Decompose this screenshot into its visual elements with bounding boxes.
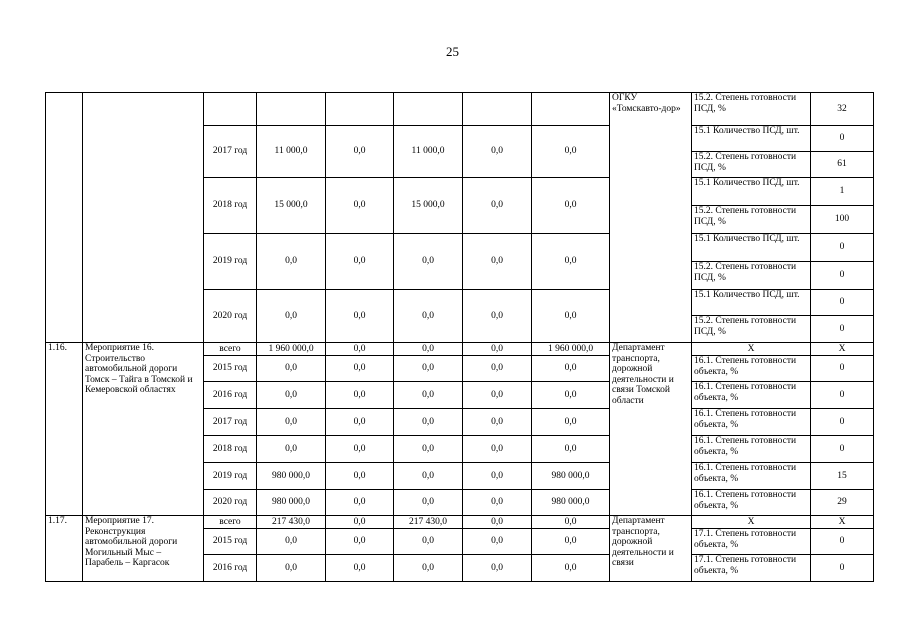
table-row [46, 93, 874, 126]
regional-cell: 217 430,0 [394, 516, 463, 529]
local-cell: 0,0 [463, 463, 532, 490]
extrabudget-cell: 0,0 [532, 436, 610, 463]
year-cell: 2017 год [204, 126, 257, 178]
regional-cell: 0,0 [394, 529, 463, 555]
measure-name: Мероприятие 17. Реконструкция автомобильной дороги Могильный Мыс – Парабель – Каргасок [83, 516, 204, 582]
federal-cell: 0,0 [326, 463, 394, 490]
extrabudget-cell: 0,0 [532, 290, 610, 343]
federal-cell: 0,0 [326, 178, 394, 234]
total-cell: 0,0 [257, 356, 326, 382]
indicator-cell: 16.1. Степень готовности объекта, % [692, 356, 811, 382]
year-cell: 2016 год [204, 382, 257, 409]
local-cell: 0,0 [463, 409, 532, 436]
extrabudget-cell: 0,0 [532, 356, 610, 382]
local-cell: 0,0 [463, 382, 532, 409]
extrabudget-cell: 980 000,0 [532, 463, 610, 490]
indicator-value: 29 [811, 490, 874, 516]
local-cell: 0,0 [463, 529, 532, 555]
executor-cell: Департамент транспорта, дорожной деятельности и связи Томской области [610, 343, 692, 516]
total-cell: 0,0 [257, 555, 326, 582]
regional-cell: 0,0 [394, 409, 463, 436]
regional-cell: 0,0 [394, 290, 463, 343]
indicator-value: 0 [811, 234, 874, 262]
local-cell: 0,0 [463, 555, 532, 582]
indicator-cell: 15.1 Количество ПСД, шт. [692, 126, 811, 152]
indicator-value: 0 [811, 555, 874, 582]
indicator-cell: 15.1 Количество ПСД, шт. [692, 234, 811, 262]
federal-cell: 0,0 [326, 516, 394, 529]
indicator-value: 0 [811, 529, 874, 555]
indicator-cell: 16.1. Степень готовности объекта, % [692, 409, 811, 436]
year-cell: 2020 год [204, 490, 257, 516]
indicator-cell: 16.1. Степень готовности объекта, % [692, 382, 811, 409]
indicator-cell: 15.2. Степень готовности ПСД, % [692, 316, 811, 343]
local-cell: 0,0 [463, 126, 532, 178]
extrabudget-cell: 0,0 [532, 516, 610, 529]
regional-cell: 0,0 [394, 463, 463, 490]
year-cell: 2016 год [204, 555, 257, 582]
indicator-cell: 17.1. Степень готовности объекта, % [692, 555, 811, 582]
indicator-cell: 16.1. Степень готовности объекта, % [692, 436, 811, 463]
table-row [46, 516, 874, 529]
year-cell: 2015 год [204, 529, 257, 555]
local-cell: 0,0 [463, 234, 532, 290]
regional-cell: 0,0 [394, 343, 463, 356]
executor-cell: Департамент транспорта, дорожной деятельности и связи [610, 516, 692, 582]
total-cell: 0,0 [257, 529, 326, 555]
regional-cell: 0,0 [394, 356, 463, 382]
indicator-value: 0 [811, 290, 874, 316]
total-cell: 11 000,0 [257, 126, 326, 178]
local-cell: 0,0 [463, 356, 532, 382]
extrabudget-cell: 0,0 [532, 555, 610, 582]
total-cell: 0,0 [257, 382, 326, 409]
year-cell: 2018 год [204, 178, 257, 234]
indicator-value: Х [811, 516, 874, 529]
indicator-cell: 15.2. Степень готовности ПСД, % [692, 93, 811, 126]
total-cell: 0,0 [257, 290, 326, 343]
regional-cell: 11 000,0 [394, 126, 463, 178]
federal-cell: 0,0 [326, 356, 394, 382]
indicator-value: 61 [811, 152, 874, 178]
indicator-value: 0 [811, 436, 874, 463]
regional-cell: 0,0 [394, 234, 463, 290]
extrabudget-cell: 980 000,0 [532, 490, 610, 516]
indicator-cell: 15.2. Степень готовности ПСД, % [692, 206, 811, 234]
federal-cell: 0,0 [326, 529, 394, 555]
federal-cell: 0,0 [326, 290, 394, 343]
federal-cell: 0,0 [326, 409, 394, 436]
indicator-cell: 15.1 Количество ПСД, шт. [692, 178, 811, 206]
total-cell: 1 960 000,0 [257, 343, 326, 356]
program-table [45, 92, 874, 582]
local-cell: 0,0 [463, 178, 532, 234]
regional-cell: 0,0 [394, 555, 463, 582]
year-cell: 2018 год [204, 436, 257, 463]
extrabudget-cell: 0,0 [532, 126, 610, 178]
indicator-cell: 16.1. Степень готовности объекта, % [692, 463, 811, 490]
measure-number: 1.16. [46, 343, 83, 516]
extrabudget-cell: 0,0 [532, 529, 610, 555]
federal-cell: 0,0 [326, 490, 394, 516]
indicator-value: 0 [811, 409, 874, 436]
indicator-value: 1 [811, 178, 874, 206]
local-cell: 0,0 [463, 516, 532, 529]
total-cell: 980 000,0 [257, 490, 326, 516]
indicator-value: 0 [811, 126, 874, 152]
local-cell: 0,0 [463, 490, 532, 516]
total-cell: 980 000,0 [257, 463, 326, 490]
federal-cell: 0,0 [326, 343, 394, 356]
total-cell: 0,0 [257, 436, 326, 463]
federal-cell: 0,0 [326, 436, 394, 463]
local-cell: 0,0 [463, 343, 532, 356]
total-cell: 0,0 [257, 409, 326, 436]
indicator-value: Х [811, 343, 874, 356]
indicator-cell: 15.2. Степень готовности ПСД, % [692, 152, 811, 178]
regional-cell: 15 000,0 [394, 178, 463, 234]
extrabudget-cell: 0,0 [532, 382, 610, 409]
executor-cell: ОГКУ «Томскавто-дор» [610, 93, 692, 343]
measure-name: Мероприятие 16. Строительство автомобильной дороги Томск – Тайга в Томской и Кемеровской областях [83, 343, 204, 516]
federal-cell: 0,0 [326, 234, 394, 290]
total-cell: 0,0 [257, 234, 326, 290]
year-cell: 2015 год [204, 356, 257, 382]
indicator-value: 0 [811, 356, 874, 382]
local-cell: 0,0 [463, 436, 532, 463]
indicator-cell: Х [692, 516, 811, 529]
indicator-cell: 17.1. Степень готовности объекта, % [692, 529, 811, 555]
indicator-value: 0 [811, 262, 874, 290]
year-cell: 2020 год [204, 290, 257, 343]
indicator-value: 100 [811, 206, 874, 234]
extrabudget-cell: 1 960 000,0 [532, 343, 610, 356]
indicator-cell: 16.1. Степень готовности объекта, % [692, 490, 811, 516]
indicator-cell: Х [692, 343, 811, 356]
table-row [46, 343, 874, 356]
year-cell: всего [204, 516, 257, 529]
local-cell: 0,0 [463, 290, 532, 343]
federal-cell: 0,0 [326, 555, 394, 582]
year-cell: всего [204, 343, 257, 356]
extrabudget-cell: 0,0 [532, 409, 610, 436]
indicator-value: 32 [811, 93, 874, 126]
year-cell: 2017 год [204, 409, 257, 436]
indicator-value: 0 [811, 382, 874, 409]
indicator-cell: 15.1 Количество ПСД, шт. [692, 290, 811, 316]
page-number: 25 [446, 44, 459, 59]
extrabudget-cell: 0,0 [532, 178, 610, 234]
total-cell: 217 430,0 [257, 516, 326, 529]
indicator-cell: 15.2. Степень готовности ПСД, % [692, 262, 811, 290]
indicator-value: 0 [811, 316, 874, 343]
regional-cell: 0,0 [394, 490, 463, 516]
federal-cell: 0,0 [326, 382, 394, 409]
measure-number: 1.17. [46, 516, 83, 582]
total-cell: 15 000,0 [257, 178, 326, 234]
regional-cell: 0,0 [394, 436, 463, 463]
year-cell: 2019 год [204, 463, 257, 490]
federal-cell: 0,0 [326, 126, 394, 178]
regional-cell: 0,0 [394, 382, 463, 409]
indicator-value: 15 [811, 463, 874, 490]
extrabudget-cell: 0,0 [532, 234, 610, 290]
year-cell: 2019 год [204, 234, 257, 290]
